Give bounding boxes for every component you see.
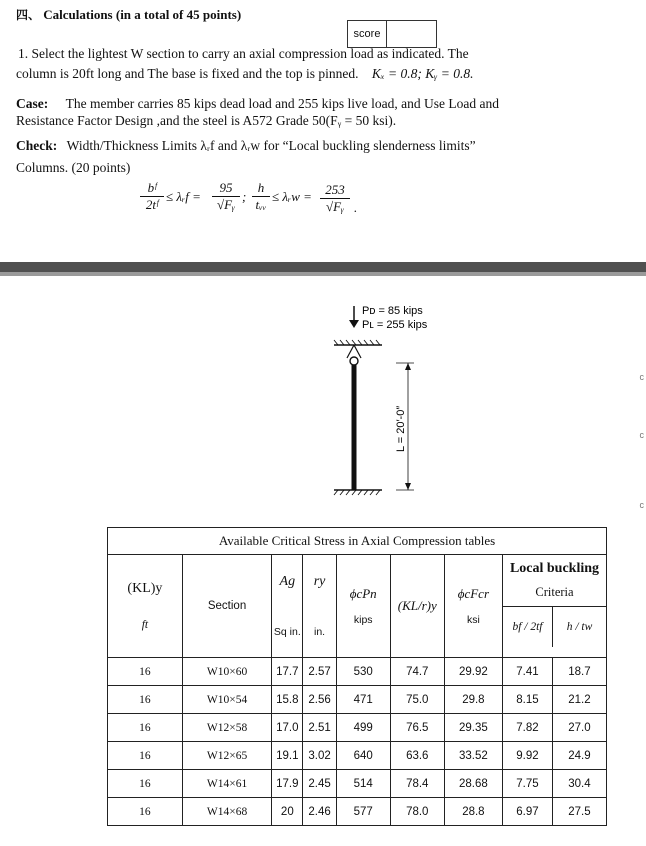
local-buckling-label: Local buckling (509, 561, 600, 576)
cell-kl: 16 (108, 714, 183, 742)
load-arrow-icon (349, 306, 359, 328)
cell-fcr: 28.68 (444, 770, 502, 798)
cell-bf: 7.82 (502, 714, 552, 742)
k-factors: Kₓ = 0.8; Kᵧ = 0.8. (371, 66, 474, 81)
table-row (108, 714, 607, 742)
case-label: Case: (16, 96, 49, 111)
cell-klr: 74.7 (390, 658, 444, 686)
cell-pn: 514 (336, 770, 390, 798)
table-caption: Available Critical Stress in Axial Compression tables (108, 528, 607, 555)
formula-frac-95 (212, 180, 240, 213)
ag-label: Ag (279, 574, 296, 589)
cell-klr: 75.0 (390, 686, 444, 714)
cell-kl: 16 (108, 742, 183, 770)
htw-label: h / tw (566, 621, 593, 633)
cell-bf: 7.41 (502, 658, 552, 686)
header-phipn (336, 555, 390, 658)
frac-den: 2tᶠ (145, 197, 159, 212)
cell-pn: 640 (336, 742, 390, 770)
column-member (352, 365, 357, 490)
cell-ry: 2.56 (303, 686, 336, 714)
check-text: Width/Thickness Limits λᵣf and λᵣw for “Local buckling slenderness limits” (66, 138, 476, 153)
formula-rel-2: ≤ λᵣw = (272, 189, 312, 204)
formula-sep: ; (242, 189, 247, 204)
section-heading (16, 6, 241, 23)
critical-stress-table (107, 527, 607, 826)
phifcr-label: ϕcFcr (457, 586, 490, 601)
table-body (108, 658, 607, 826)
cell-fcr: 28.8 (444, 798, 502, 826)
table-row (108, 798, 607, 826)
phipn-label: ϕcPn (349, 586, 377, 601)
cell-bf: 9.92 (502, 742, 552, 770)
cell-ag: 19.1 (272, 742, 303, 770)
table-row (108, 742, 607, 770)
cell-ry: 2.51 (303, 714, 336, 742)
bf-label: bf / 2tf (503, 607, 553, 647)
kl-unit: ft (141, 619, 149, 631)
frac-den: tᵥᵥ (255, 197, 267, 212)
ag-unit: Sq in. (273, 626, 301, 638)
cell-fcr: 29.92 (444, 658, 502, 686)
problem-line-2-text: column is 20ft long and The base is fixed and the top is pinned. (16, 66, 359, 81)
score-box (347, 20, 437, 48)
formula-frac-h (252, 180, 270, 213)
klr-label: (KL/r)y (397, 598, 437, 613)
load-live-label: Pʟ = 255 kips (362, 319, 428, 331)
problem-line-2 (16, 66, 474, 82)
cell-ag: 17.0 (272, 714, 303, 742)
cell-section: W10×54 (182, 686, 271, 714)
cell-htw: 21.2 (552, 686, 606, 714)
kl-label: (KL)y (127, 581, 163, 596)
phipn-unit: kips (353, 614, 373, 626)
case-text-1: The member carries 85 kips dead load and 255 kips live load, and Use Load and (65, 96, 499, 111)
frac-num: h (252, 180, 270, 197)
cell-ry: 3.02 (303, 742, 336, 770)
cell-pn: 499 (336, 714, 390, 742)
formula-end: . (354, 200, 358, 215)
pin-support-icon (334, 340, 382, 365)
table-row (108, 770, 607, 798)
cell-section: W14×61 (182, 770, 271, 798)
cell-fcr: 29.35 (444, 714, 502, 742)
table-row (108, 686, 607, 714)
columns-line: Columns. (20 points) (16, 160, 131, 175)
cell-ag: 17.9 (272, 770, 303, 798)
cell-kl: 16 (108, 686, 183, 714)
formula-frac-253 (320, 182, 350, 215)
cell-kl: 16 (108, 658, 183, 686)
check-line (16, 138, 476, 154)
header-ag (272, 555, 303, 658)
header-klr (390, 555, 444, 658)
formula-rel-1: ≤ λᵣf = (166, 189, 201, 204)
column-diagram (330, 300, 460, 510)
cell-kl: 16 (108, 770, 183, 798)
cell-bf: 7.75 (502, 770, 552, 798)
header-ry (303, 555, 336, 658)
cell-ag: 15.8 (272, 686, 303, 714)
cell-ry: 2.57 (303, 658, 336, 686)
cell-ry: 2.46 (303, 798, 336, 826)
frac-num: 95 (212, 180, 240, 197)
cell-htw: 24.9 (552, 742, 606, 770)
cell-htw: 27.0 (552, 714, 606, 742)
edge-mark: c (639, 430, 644, 440)
header-kl (108, 555, 183, 658)
fixed-base-icon (334, 490, 382, 495)
cell-ry: 2.45 (303, 770, 336, 798)
frac-den: √Fᵧ (325, 199, 345, 214)
cell-ag: 20 (272, 798, 303, 826)
header-phifcr (444, 555, 502, 658)
ry-unit: in. (314, 626, 326, 638)
slenderness-formula (140, 178, 370, 228)
cell-htw: 27.5 (552, 798, 606, 826)
cell-ag: 17.7 (272, 658, 303, 686)
length-label: L = 20′-0″ (395, 405, 407, 452)
frac-num: 253 (320, 182, 350, 199)
phifcr-unit: ksi (466, 614, 480, 626)
cell-fcr: 33.52 (444, 742, 502, 770)
score-label: score (348, 21, 387, 47)
header-local-buckling (502, 555, 606, 658)
cell-pn: 471 (336, 686, 390, 714)
edge-mark: c (639, 500, 644, 510)
cell-fcr: 29.8 (444, 686, 502, 714)
cell-htw: 18.7 (552, 658, 606, 686)
cell-htw: 30.4 (552, 770, 606, 798)
cell-section: W12×65 (182, 742, 271, 770)
cell-section: W12×58 (182, 714, 271, 742)
case-line-2: Resistance Factor Design ,and the steel is A572 Grade 50(Fᵧ = 50 ksi). (16, 113, 397, 128)
cell-section: W14×68 (182, 798, 271, 826)
photo-divider (0, 262, 646, 272)
check-label: Check: (16, 138, 58, 153)
criteria-label: Criteria (535, 585, 574, 599)
heading-total: (in a total of 45 points) (115, 7, 242, 22)
cell-klr: 63.6 (390, 742, 444, 770)
problem-statement (0, 0, 646, 262)
cell-bf: 6.97 (502, 798, 552, 826)
cell-pn: 577 (336, 798, 390, 826)
cell-klr: 76.5 (390, 714, 444, 742)
problem-line-1: 1. Select the lightest W section to carry an axial compression load as indicated. The (18, 46, 469, 61)
formula-frac-bf (140, 180, 164, 213)
cell-pn: 530 (336, 658, 390, 686)
edge-mark: c (639, 372, 644, 382)
heading-title: Calculations (43, 7, 113, 22)
frac-num: bᶠ (140, 180, 164, 197)
heading-prefix: 四、 (16, 8, 41, 22)
cell-bf: 8.15 (502, 686, 552, 714)
case-line-1 (16, 96, 499, 112)
cell-klr: 78.0 (390, 798, 444, 826)
load-dead-label: Pᴅ = 85 kips (362, 305, 423, 317)
table-row (108, 658, 607, 686)
cell-section: W10×60 (182, 658, 271, 686)
cell-klr: 78.4 (390, 770, 444, 798)
cell-kl: 16 (108, 798, 183, 826)
header-section: Section (182, 555, 271, 658)
frac-den: √Fᵧ (216, 197, 236, 212)
score-field[interactable] (387, 21, 436, 47)
ry-label: ry (313, 574, 326, 589)
